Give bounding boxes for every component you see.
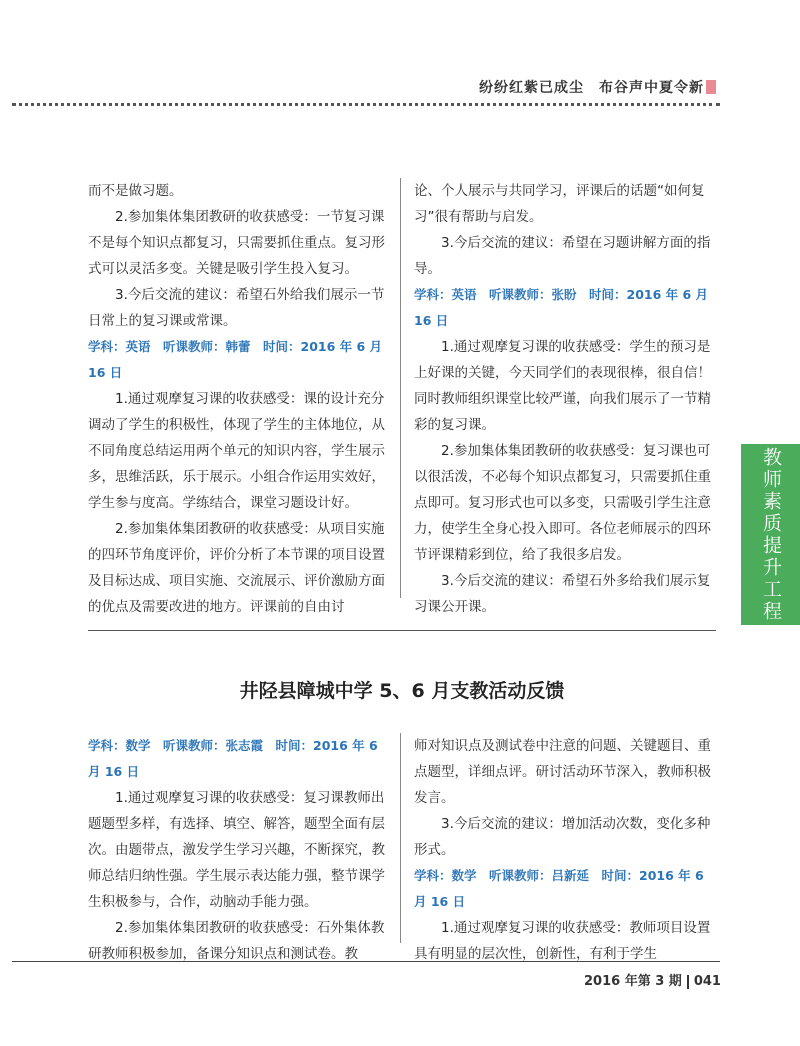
upper-column-divider bbox=[400, 178, 401, 598]
entry-meta: 学科：数学 听课教师：张志霞 时间：2016 年 6 月 16 日 bbox=[88, 738, 378, 779]
section-title: 井陉县障城中学 5、6 月支教活动反馈 bbox=[239, 680, 565, 702]
paragraph: 1.通过观摩复习课的收获感受：复习课教师出题题型多样，有选择、填空、解答，题型全面有层次。由题带点，激发学生学习兴趣，不断探究，教师总结归纳性强。学生展示表达能力强，整节课学生积极参与，合作，动脑动手能力强。 bbox=[88, 790, 385, 910]
paragraph: 2.参加集体集团教研的收获感受：从项目实施的四环节角度评价，评价分析了本节课的项目设置及目标达成、项目实施、交流展示、评价激励方面的优点及需要改进的地方。评课前的自由讨 bbox=[88, 521, 385, 615]
header-title: 纷纷红紫已成尘 布谷声中夏令新 bbox=[479, 80, 704, 96]
header-marker bbox=[706, 80, 716, 94]
paragraph: 1.通过观摩复习课的收获感受：教师项目设置具有明显的层次性，创新性，有利于学生 bbox=[414, 920, 711, 962]
footer-rule bbox=[12, 961, 720, 962]
paragraph-continuation: 论、个人展示与共同学习，评课后的话题“如何复习”很有帮助与启发。 bbox=[414, 183, 705, 225]
paragraph: 3.今后交流的建议：希望石外给我们展示一节日常上的复习课或常课。 bbox=[88, 287, 385, 329]
lower-column-divider bbox=[400, 733, 401, 943]
paragraph: 3.今后交流的建议：增加活动次数，变化多种形式。 bbox=[414, 816, 711, 858]
upper-left-column bbox=[88, 178, 388, 620]
footer-separator bbox=[687, 975, 689, 989]
paragraph-continuation: 师对知识点及测试卷中注意的问题、关键题目、重点题型，详细点评。研讨活动环节深入，教师积极发言。 bbox=[414, 738, 711, 806]
paragraph-continuation: 而不是做习题。 bbox=[88, 183, 183, 199]
upper-right-column bbox=[414, 178, 714, 620]
paragraph: 2.参加集体集团教研的收获感受：一节复习课不是每个知识点都复习，只需要抓住重点。复习形式可以灵活多变。关键是吸引学生投入复习。 bbox=[88, 209, 385, 277]
paragraph: 3.今后交流的建议：希望在习题讲解方面的指导。 bbox=[414, 235, 711, 277]
entry-meta: 学科：英语 听课教师：张盼 时间：2016 年 6 月 16 日 bbox=[414, 287, 709, 328]
section-divider bbox=[88, 630, 716, 631]
footer bbox=[584, 970, 721, 989]
footer-issue: 2016 年第 3 期 bbox=[584, 974, 682, 989]
paragraph: 2.参加集体集团教研的收获感受：石外集体教研教师积极参加，备课分知识点和测试卷。教 bbox=[88, 920, 385, 962]
header-dotted-rule bbox=[12, 103, 720, 106]
paragraph: 2.参加集体集团教研的收获感受：复习课也可以很活泼，不必每个知识点都复习，只需要抓住重点即可。复习形式也可以多变，只需吸引学生注意力，使学生全身心投入即可。各位老师展示的四环节评课精彩到位，给了我很多启发。 bbox=[414, 443, 711, 563]
entry-meta: 学科：英语 听课教师：韩蕾 时间：2016 年 6 月 16 日 bbox=[88, 339, 383, 380]
entry-meta: 学科：数学 听课教师：吕新延 时间：2016 年 6 月 16 日 bbox=[414, 868, 704, 909]
lower-left-column bbox=[88, 733, 388, 967]
side-tab: 教师素质提升工程 bbox=[741, 444, 800, 625]
lower-right-column bbox=[414, 733, 714, 967]
paragraph: 3.今后交流的建议：希望石外多给我们展示复习课公开课。 bbox=[414, 573, 711, 615]
paragraph: 1.通过观摩复习课的收获感受：学生的预习是上好课的关键，今天同学们的表现很棒，很自信！同时教师组织课堂比较严谨，向我们展示了一节精彩的复习课。 bbox=[414, 339, 711, 433]
paragraph: 1.通过观摩复习课的收获感受：课的设计充分调动了学生的积极性，体现了学生的主体地位，从不同角度总结运用两个单元的知识内容，学生展示多，思维活跃，乐于展示。小组合作运用实效好，学生参与度高。学练结合，课堂习题设计好。 bbox=[88, 391, 385, 511]
page-number: 041 bbox=[693, 974, 721, 989]
